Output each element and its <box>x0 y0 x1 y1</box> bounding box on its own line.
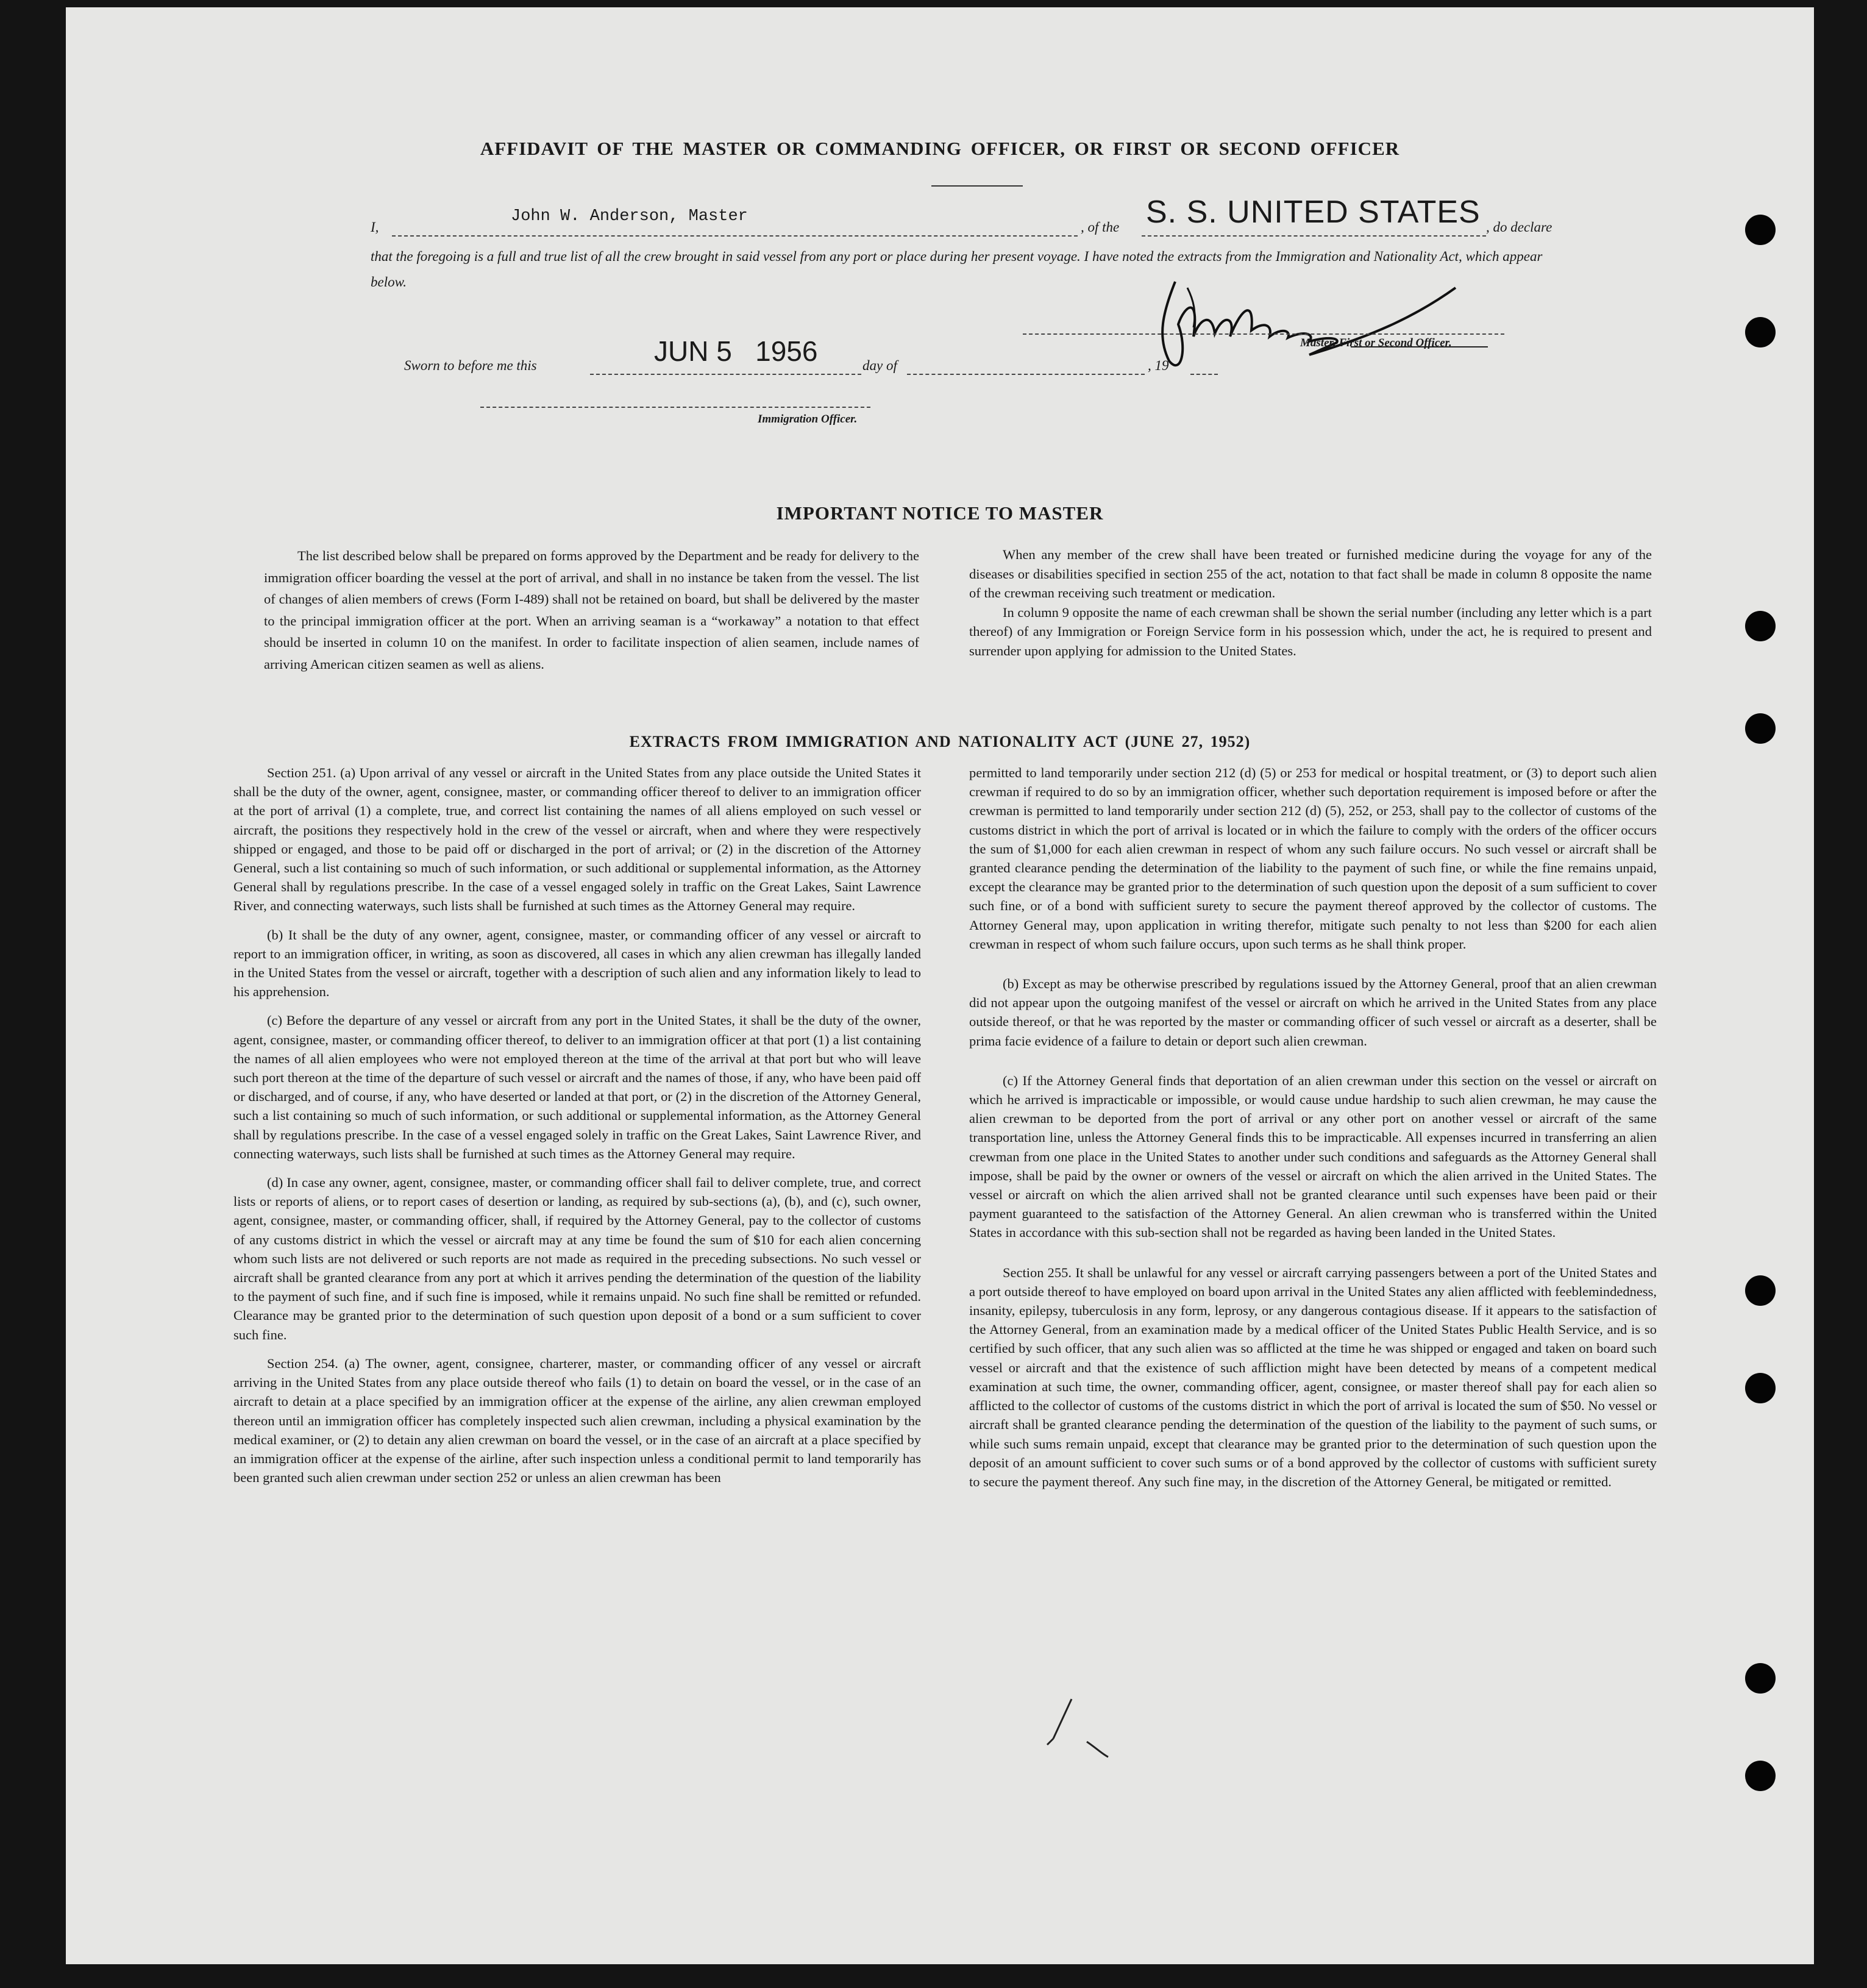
notice-title: IMPORTANT NOTICE TO MASTER <box>776 502 1104 524</box>
vessel-underline <box>1142 235 1486 237</box>
day-of-label: day of <box>862 358 897 373</box>
strikethrough <box>1351 346 1488 347</box>
date-stamp: JUN 5 1956 <box>654 335 818 367</box>
affidavit-title: AFFIDAVIT OF THE MASTER OR COMMANDING OFFICER, OR FIRST OR SECOND OFFICER <box>480 138 1400 159</box>
vessel-name: S. S. UNITED STATES <box>1146 194 1481 230</box>
extract-paragraph: Section 251. (a) Upon arrival of any vessel or aircraft in the United States from any place outside the United States it shall be the duty of the owner, agent, consignee, master, or commanding officer thereof to deliver to an immigration officer at the port of arrival (1) a complete, true, and correct list containing the names of all aliens employed on such vessel or aircraft, the positions they respectively hold in the crew of the vessel or aircraft, when and where they were respectively shipped or engaged, and those to be paid off or discharged in the port of arrival; or (2) in the discretion of the Attorney General, such a list containing so much of such information, or such additional or supplemental information, as the Attorney General shall by regulations prescribe. In the case of a vessel engaged solely in traffic on the Great Lakes, Saint Lawrence River, and connecting waterways, such lists shall be furnished at such times as the Attorney General may require. <box>233 765 921 914</box>
officer-caption: Immigration Officer. <box>758 413 858 426</box>
year-underline <box>1190 374 1218 375</box>
of-the-label: , of the <box>1081 219 1120 235</box>
officer-signature-line <box>480 407 870 408</box>
notice-paragraph: In column 9 opposite the name of each crewman shall be shown the serial number (including any letter which is a part thereof) of any Immigration or Foreign Service form in his possession which, under the act, he is required to present and surrender upon applying for admission to the United States. <box>969 604 1652 658</box>
extract-paragraph: (c) Before the departure of any vessel or aircraft from any port in the United States, it shall be the duty of the owner, agent, consignee, master, or commanding officer thereof, to deliver to an immigration officer at that port (1) a list containing the names of all alien employees who were not employed thereon at the time of the arrival at that port but who will leave such port thereon at the time of the departure of such vessel or aircraft and the names of those, if any, who have been paid off or discharged, and of course, if any, who have deserted or landed at that port, or (2) in the discretion of the Attorney General, such a list containing so much of such information, or such additional or supplemental information, as the Attorney General shall by regulations prescribe. In the case of a vessel engaged solely in traffic on the Great Lakes, Saint Lawrence River, and connecting waterways, such lists shall be furnished at such times as the Attorney General may require. <box>233 1013 921 1161</box>
name-underline <box>392 235 1078 237</box>
punch-hole <box>1745 1275 1776 1306</box>
extract-paragraph: (b) Except as may be otherwise prescribed by regulations issued by the Attorney General, proof that an alien crewman did not appear upon the outgoing manifest of the vessel or aircraft on which he arrived in the United States from any place outside thereof, or that he was reported by the master or commanding officer of such vessel or aircraft as a deserter, shall be prima facie evidence of a failure to detain or deport such alien crewman. <box>969 976 1657 1049</box>
extract-paragraph: (c) If the Attorney General finds that deportation of an alien crewman under this section on the vessel or aircraft on which he arrived is impracticable or impossible, or would cause undue hardship to such alien crewman, he may cause the alien crewman to be deported from the port of arrival or any other port on another vessel or aircraft of the same transportation line, unless the Attorney General finds this to be impracticable. All expenses incurred in transferring an alien crewman from one place in the United States to another under such conditions and safeguards as the Attorney General shall impose, shall be paid by the owner or owners of the vessel or aircraft on which the alien arrived in the United States. The vessel or aircraft on which the alien arrived shall not be granted clearance until such expenses have been paid or their payment guaranteed to the satisfaction of the Attorney General. An alien crewman who is transferred within the United States in accordance with this sub-section shall not be regarded as having been landed in the United States. <box>969 1072 1657 1241</box>
master-name: John W. Anderson, Master <box>511 207 748 226</box>
signature-caption: Master, First or Second Officer. <box>1300 337 1452 349</box>
punch-hole <box>1745 1761 1776 1791</box>
declaration-text: that the foregoing is a full and true list of all the crew brought in said vessel from any port or place during her present voyage. I have noted the extracts from the Immigration and Nationality Act, which appear below. <box>371 249 1543 290</box>
punch-hole <box>1745 611 1776 641</box>
extract-paragraph: (b) It shall be the duty of any owner, agent, consignee, master, or commanding officer of any vessel or aircraft to report to an immigration officer, in writing, as soon as discovered, all cases in which any alien crewman has illegally landed in the United States from the vessel or aircraft, together with a description of such alien and any information likely to lead to his apprehension. <box>233 927 921 1000</box>
extracts-left-column <box>233 763 921 1487</box>
extract-paragraph: Section 254. (a) The owner, agent, consignee, charterer, master, or commanding officer of any vessel or aircraft arriving in the United States from any place outside thereof who fails (1) to detain on board the vessel, or in the case of an aircraft to detain at a place specified by an immigration officer at the expense of the airline, any alien crewman employed thereon until an immigration officer has completely inspected such alien crewman, including a physical examination by the medical examiner, or (2) to detain any alien crewman on board the vessel, or in the case of an aircraft at a place specified by an immigration officer at the expense of the airline, after such inspection unless a conditional permit to land temporarily has been granted such alien crewman under section 252 or unless an alien crewman has been <box>233 1355 921 1486</box>
month-underline <box>907 374 1145 375</box>
extracts-title: EXTRACTS FROM IMMIGRATION AND NATIONALITY ACT (JUNE 27, 1952) <box>629 733 1251 750</box>
notice-right-column <box>969 545 1652 660</box>
punch-hole <box>1745 317 1776 347</box>
year-label: , 19 <box>1148 358 1169 373</box>
punch-hole <box>1745 1663 1776 1694</box>
pen-mark <box>1029 1696 1139 1763</box>
notice-left-column <box>264 545 919 675</box>
punch-hole <box>1745 215 1776 245</box>
master-signature <box>1126 269 1498 385</box>
notice-paragraph: The list described below shall be prepared on forms approved by the Department and be ready for delivery to the immigration officer boarding the vessel at the port of arrival, and shall in no instance be taken from the vessel. The list of changes of alien members of crews (Form I-489) shall not be retained on board, but shall be delivered by the master to the principal immigration officer at the port. When an arriving seaman is a “workaway” a notation to that effect should be inserted in column 10 on the manifest. In order to facilitate inspection of alien seamen, include names of arriving American citizen seamen as well as aliens. <box>264 548 919 672</box>
extract-paragraph: Section 255. It shall be unlawful for any vessel or aircraft carrying passengers between a port of the United States and a port outside thereof to have employed on board upon arrival in the United States any alien afflicted with feeblemindedness, insanity, epilepsy, tuberculosis in any form, leprosy, or any dangerous contagious disease. If it appears to the satisfaction of the Attorney General, from an examination made by a medical officer of the United States Public Health Service, and is so certified by such officer, that any such alien was so afflicted at the time he was shipped or engaged and taken on board such vessel or aircraft and that the existence of such affliction might have been detected by means of a competent medical examination at such time, the owner, commanding officer, agent, consignee, or master thereof shall pay for each alien so afflicted to the collector of customs of the customs district in which the port of arrival is located the sum of $50. No vessel or aircraft shall be granted clearance pending the determination of the question of the liability to the payment of such sums, or while such sums remain unpaid, except that clearance may be granted prior to the determination of such question upon the deposit of an amount sufficient to cover such sums or of a bond approved by the collector of customs with sufficient surety to secure the payment thereof. Any such fine may, in the discretion of the Attorney General, be mitigated or remitted. <box>969 1264 1657 1489</box>
extract-paragraph: permitted to land temporarily under section 212 (d) (5) or 253 for medical or hospital treatment, or (3) to deport such alien crewman if required to do so by an immigration officer, whether such deportation requirement is imposed before or after the crewman is permitted to land temporarily under section 212 (d) (5), 252, or 253, shall pay to the collector of customs of the customs district in which the port of arrival is located or in which the failure to comply with the orders of the officer occurs the sum of $1,000 for each alien crewman in respect of whom any such failure occurs. No such vessel or aircraft shall be granted clearance pending the determination of the liability to the payment of such fine, or while the fine remains unpaid, except the clearance may be granted prior to the determination of such question upon the deposit of a sum sufficient to cover such fine, or of a bond with sufficient surety to secure the payment thereof approved by the collector of customs. The Attorney General may, upon application in writing therefor, mitigate such penalty to not less than $200 for each alien crewman in respect of whom such failure occurs, upon such terms as he shall think proper. <box>969 765 1657 952</box>
prefix-label: I, <box>371 219 379 235</box>
document-page <box>66 7 1814 1964</box>
extracts-right-column <box>969 763 1657 1491</box>
notice-paragraph: When any member of the crew shall have been treated or furnished medicine during the voyage for any of the diseases or disabilities specified in section 255 of the act, notation to that fact shall be made in column 8 opposite the name of the crewman receiving such treatment or medication. <box>969 547 1652 600</box>
title-divider <box>931 185 1023 187</box>
sworn-day-underline <box>590 374 861 375</box>
do-declare-label: , do declare <box>1486 219 1552 235</box>
signature-line <box>1023 333 1504 335</box>
punch-hole <box>1745 1373 1776 1403</box>
extract-paragraph: (d) In case any owner, agent, consignee, master, or commanding officer shall fail to deliver complete, true, and correct lists or reports of aliens, or to report cases of desertion or landing, as required by sub-sections (a), (b), and (c), such owner, agent, consignee, master, or commanding officer, shall, if required by the Attorney General, pay to the collector of customs of any customs district in which the vessel or aircraft may at any time be found the sum of $10 for each alien concerning whom such lists are not delivered or such reports are not made as required in the preceding subsections. No such vessel or aircraft shall be granted clearance from any port at which it arrives pending the determination of the question of the liability to the payment of such fine, and if such fine is imposed, while it remains unpaid. No such fine shall be remitted or refunded. Clearance may be granted prior to the determination of such question upon deposit of a bond or a sum sufficient to cover such fine. <box>233 1175 921 1342</box>
sworn-label: Sworn to before me this <box>404 358 537 373</box>
